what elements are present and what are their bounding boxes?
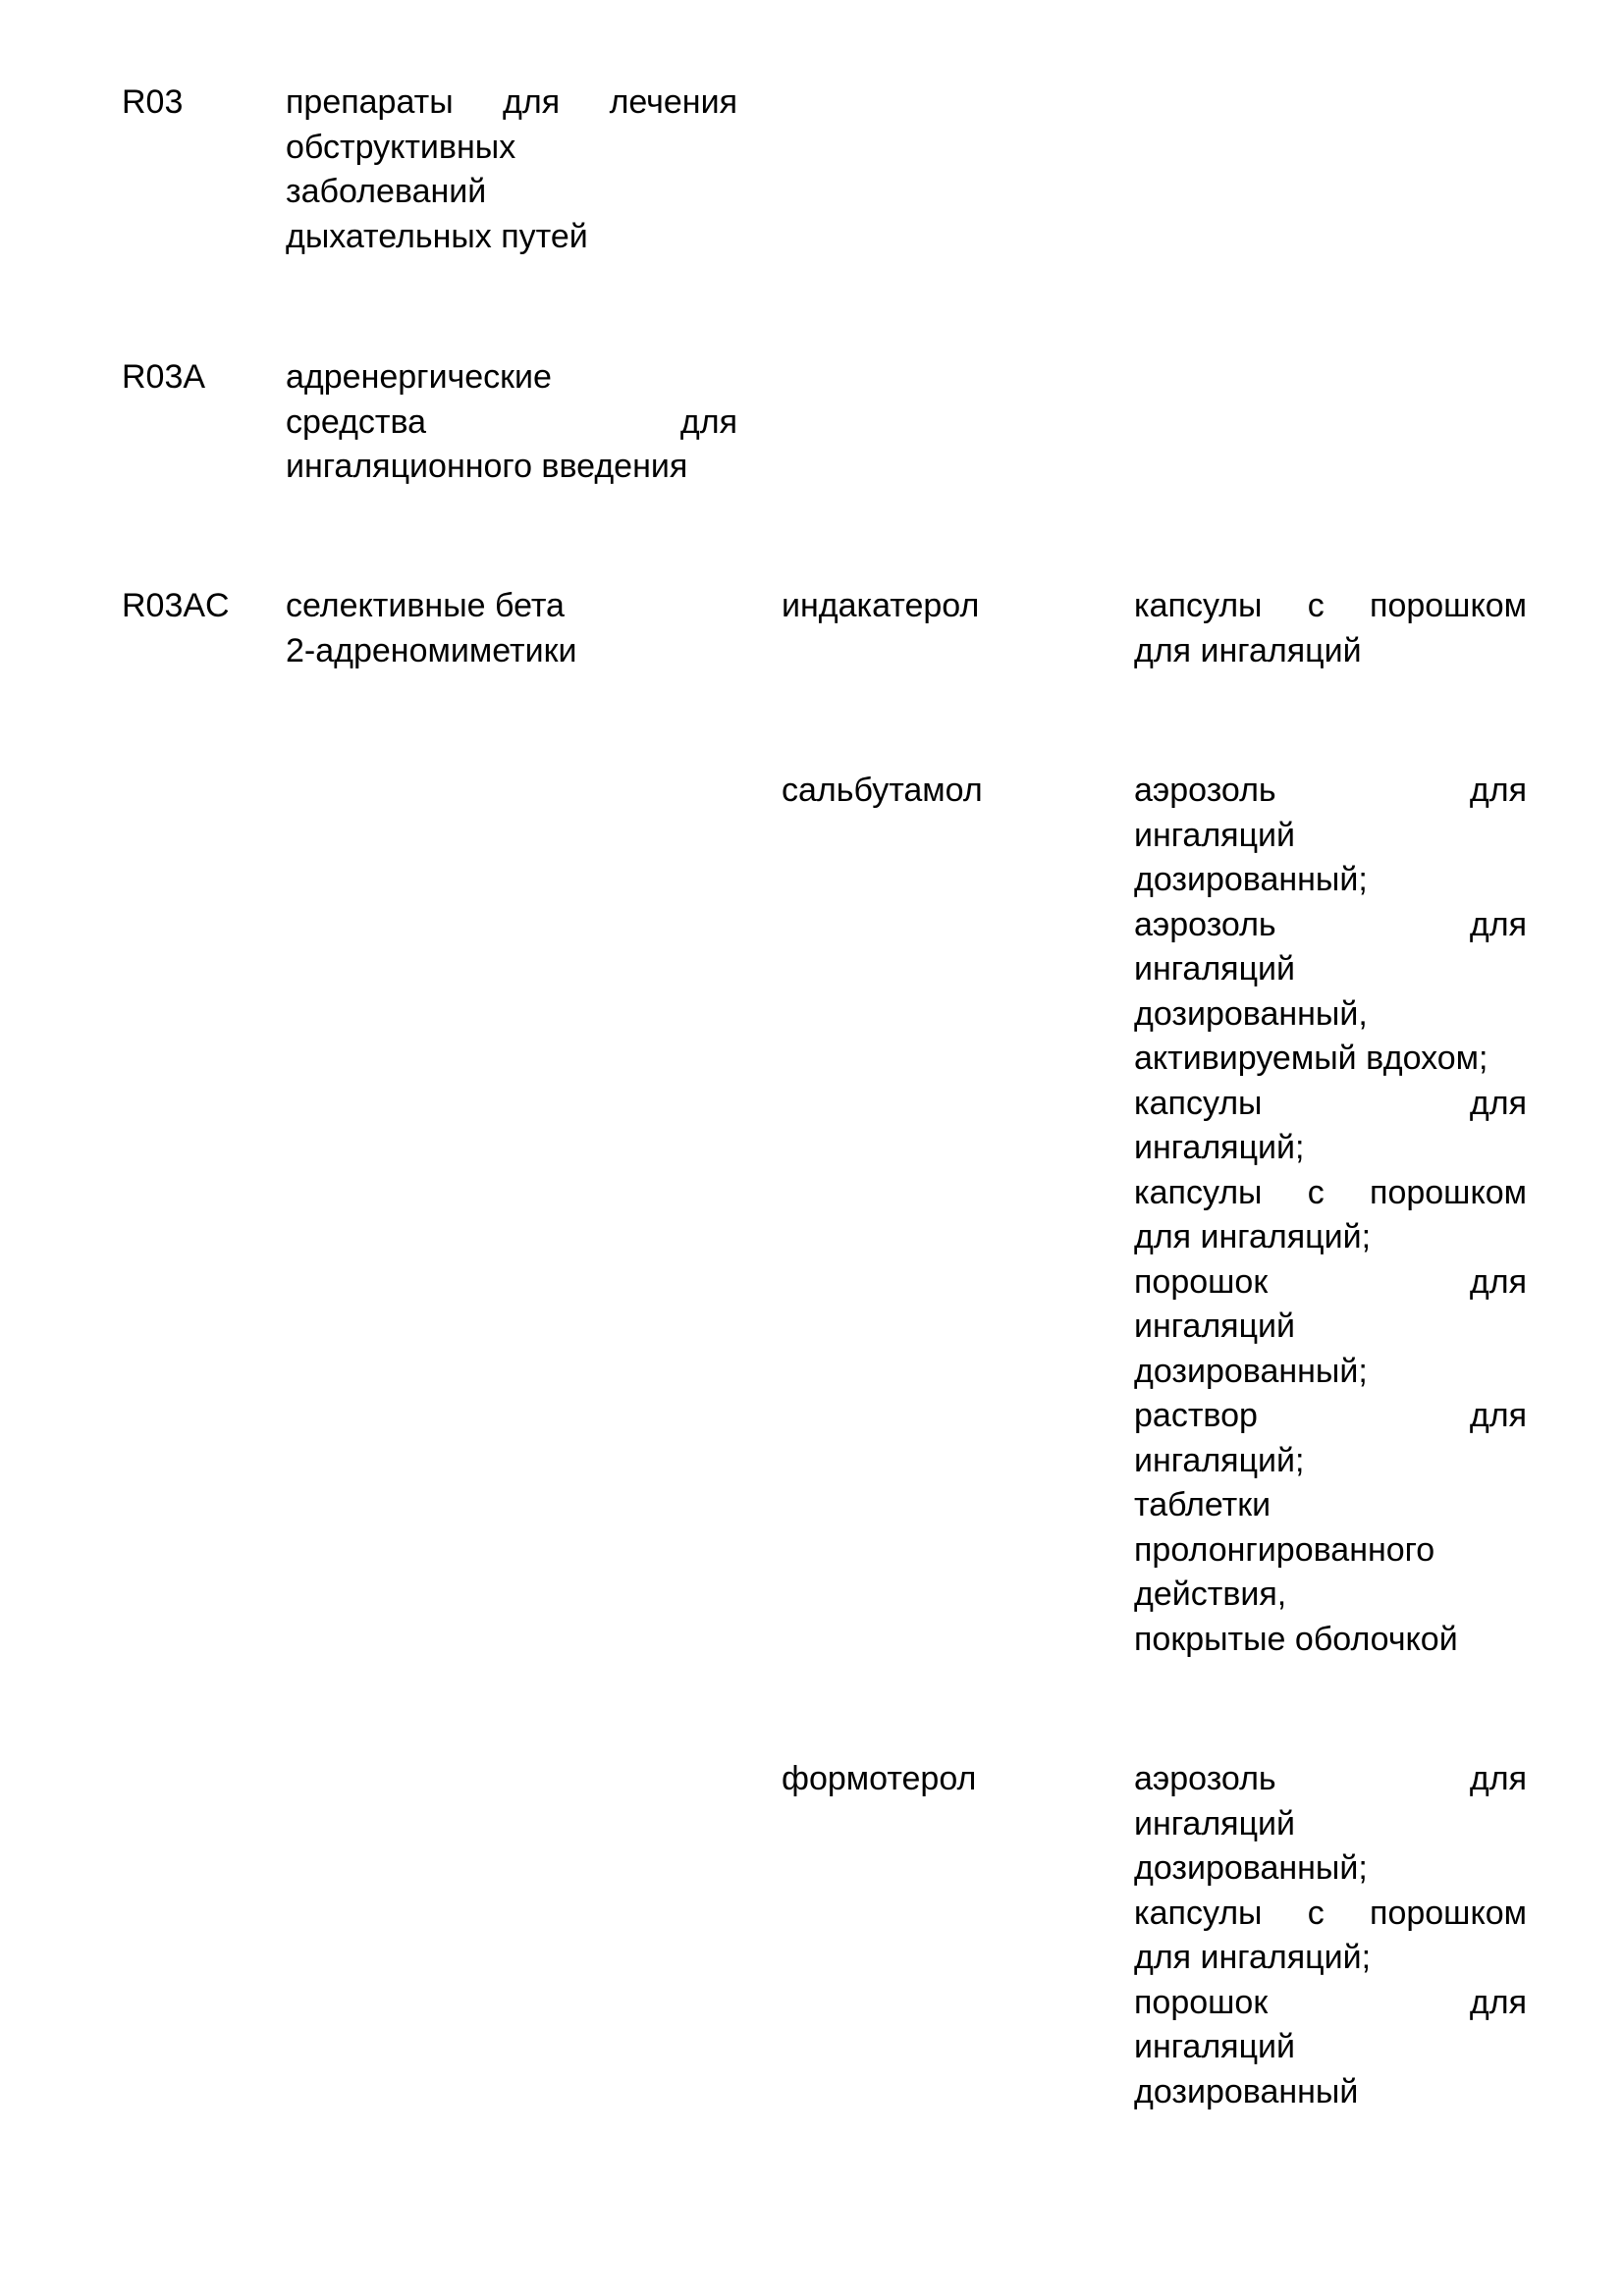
form-line: действия,	[1134, 1575, 1287, 1613]
dosage-forms	[1134, 584, 1527, 673]
form-line: капсулы с порошком	[1134, 1894, 1527, 1932]
description-line: средства для	[286, 402, 737, 441]
description-line: 2-адреномиметики	[286, 631, 577, 669]
atc-code: R03AC	[122, 587, 230, 624]
form-line: аэрозоль для	[1134, 772, 1527, 809]
form-line: дозированный;	[1134, 861, 1368, 898]
dosage-forms	[1134, 1757, 1527, 2114]
dosage-forms	[1134, 769, 1527, 1662]
description-line: дыхательных путей	[286, 217, 588, 255]
form-line: ингаляций	[1134, 2028, 1296, 2065]
form-line: дозированный,	[1134, 994, 1368, 1033]
description-line: ингаляционного введения	[286, 448, 688, 485]
atc-description	[286, 355, 737, 490]
atc-code: R03	[122, 83, 184, 121]
atc-description	[286, 80, 737, 259]
form-line: пролонгированного	[1134, 1530, 1435, 1569]
description-line: препараты для лечения	[286, 83, 737, 121]
drug-name: формотерол	[782, 1760, 977, 1797]
form-line: дозированный;	[1134, 1352, 1368, 1390]
form-line: ингаляций	[1134, 950, 1296, 988]
form-line: дозированный;	[1134, 1849, 1368, 1887]
description-line: обструктивных	[286, 128, 516, 166]
form-line: капсулы для	[1134, 1084, 1527, 1122]
form-line: аэрозоль для	[1134, 1760, 1527, 1797]
form-line: для ингаляций;	[1134, 1939, 1372, 1976]
form-line: для ингаляций	[1134, 631, 1362, 669]
description-line: селективные бета	[286, 587, 565, 624]
form-line: ингаляций	[1134, 1804, 1296, 1842]
form-line: покрытые оболочкой	[1134, 1620, 1458, 1658]
form-line: активируемый вдохом;	[1134, 1040, 1488, 1077]
form-line: ингаляций	[1134, 816, 1296, 854]
description-line: заболеваний	[286, 173, 487, 210]
form-line: раствор для	[1134, 1397, 1527, 1434]
form-line: ингаляций;	[1134, 1441, 1305, 1479]
form-line: порошок для	[1134, 1262, 1527, 1301]
form-line: таблетки	[1134, 1486, 1271, 1523]
form-line: для ингаляций;	[1134, 1218, 1372, 1255]
description-line: адренергические	[286, 358, 552, 396]
atc-code: R03A	[122, 358, 206, 396]
form-line: капсулы с порошком	[1134, 587, 1527, 624]
form-line: ингаляций;	[1134, 1129, 1305, 1166]
drug-name: индакатерол	[782, 587, 980, 624]
form-line: ингаляций	[1134, 1308, 1296, 1345]
drug-name: сальбутамол	[782, 772, 983, 809]
form-line: дозированный	[1134, 2072, 1359, 2110]
atc-description	[286, 584, 737, 673]
form-line: капсулы с порошком	[1134, 1173, 1527, 1211]
form-line: аэрозоль для	[1134, 905, 1527, 943]
form-line: порошок для	[1134, 1983, 1527, 2021]
